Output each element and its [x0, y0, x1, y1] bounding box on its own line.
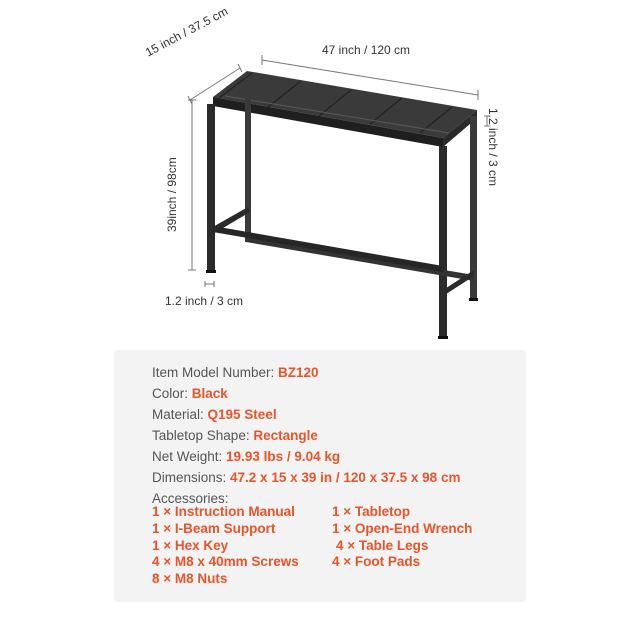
depth-dimension-label: 15 inch / 37.5 cm	[143, 4, 231, 60]
spec-value: Q195 Steel	[207, 407, 277, 422]
width-dimension-label: 47 inch / 120 cm	[322, 43, 411, 57]
spec-label: Color:	[152, 386, 192, 401]
spec-list	[152, 362, 460, 509]
table-drawing	[206, 71, 478, 339]
accessories-list	[152, 504, 532, 588]
accessory-item: 1 × Hex Key	[152, 537, 229, 553]
spec-label: Item Model Number:	[152, 365, 279, 380]
accessory-item: 1 × Open-End Wrench	[332, 520, 473, 536]
spec-value: 47.2 x 15 x 39 in / 120 x 37.5 x 98 cm	[230, 470, 461, 485]
spec-value: Rectangle	[253, 428, 318, 443]
accessory-item: 1 × Tabletop	[332, 504, 411, 519]
tabletop-thickness-label: 1.2 inch / 3 cm	[486, 108, 500, 187]
height-dimension-label: 39inch / 98cm	[165, 157, 179, 232]
specifications-panel	[114, 350, 526, 602]
spec-label: Tabletop Shape:	[152, 428, 254, 443]
spec-value: BZ120	[278, 365, 319, 380]
spec-row-weight	[152, 446, 460, 467]
accessory-item: 4 × Foot Pads	[332, 554, 421, 570]
spec-row-dimensions	[152, 467, 460, 488]
accessory-item: 1 × I-Beam Support	[152, 520, 276, 536]
spec-value: 19.93 lbs / 9.04 kg	[226, 449, 341, 464]
accessory-item: 4 × Table Legs	[336, 537, 429, 553]
accessories-heading: Accessories:	[152, 491, 229, 506]
spec-label: Net Weight:	[152, 449, 227, 464]
accessory-item: 4 × M8 x 40mm Screws	[152, 554, 299, 570]
accessory-item: 1 × Instruction Manual	[152, 504, 295, 519]
spec-label: Material:	[152, 407, 208, 422]
spec-row-material	[152, 404, 460, 425]
spec-label: Dimensions:	[152, 470, 231, 485]
spec-row-color	[152, 383, 460, 404]
spec-row-model	[152, 362, 460, 383]
leg-thickness-label: 1.2 inch / 3 cm	[165, 294, 244, 308]
spec-value: Black	[191, 386, 228, 401]
spec-row-shape	[152, 425, 460, 446]
accessory-item: 8 × M8 Nuts	[152, 571, 228, 587]
